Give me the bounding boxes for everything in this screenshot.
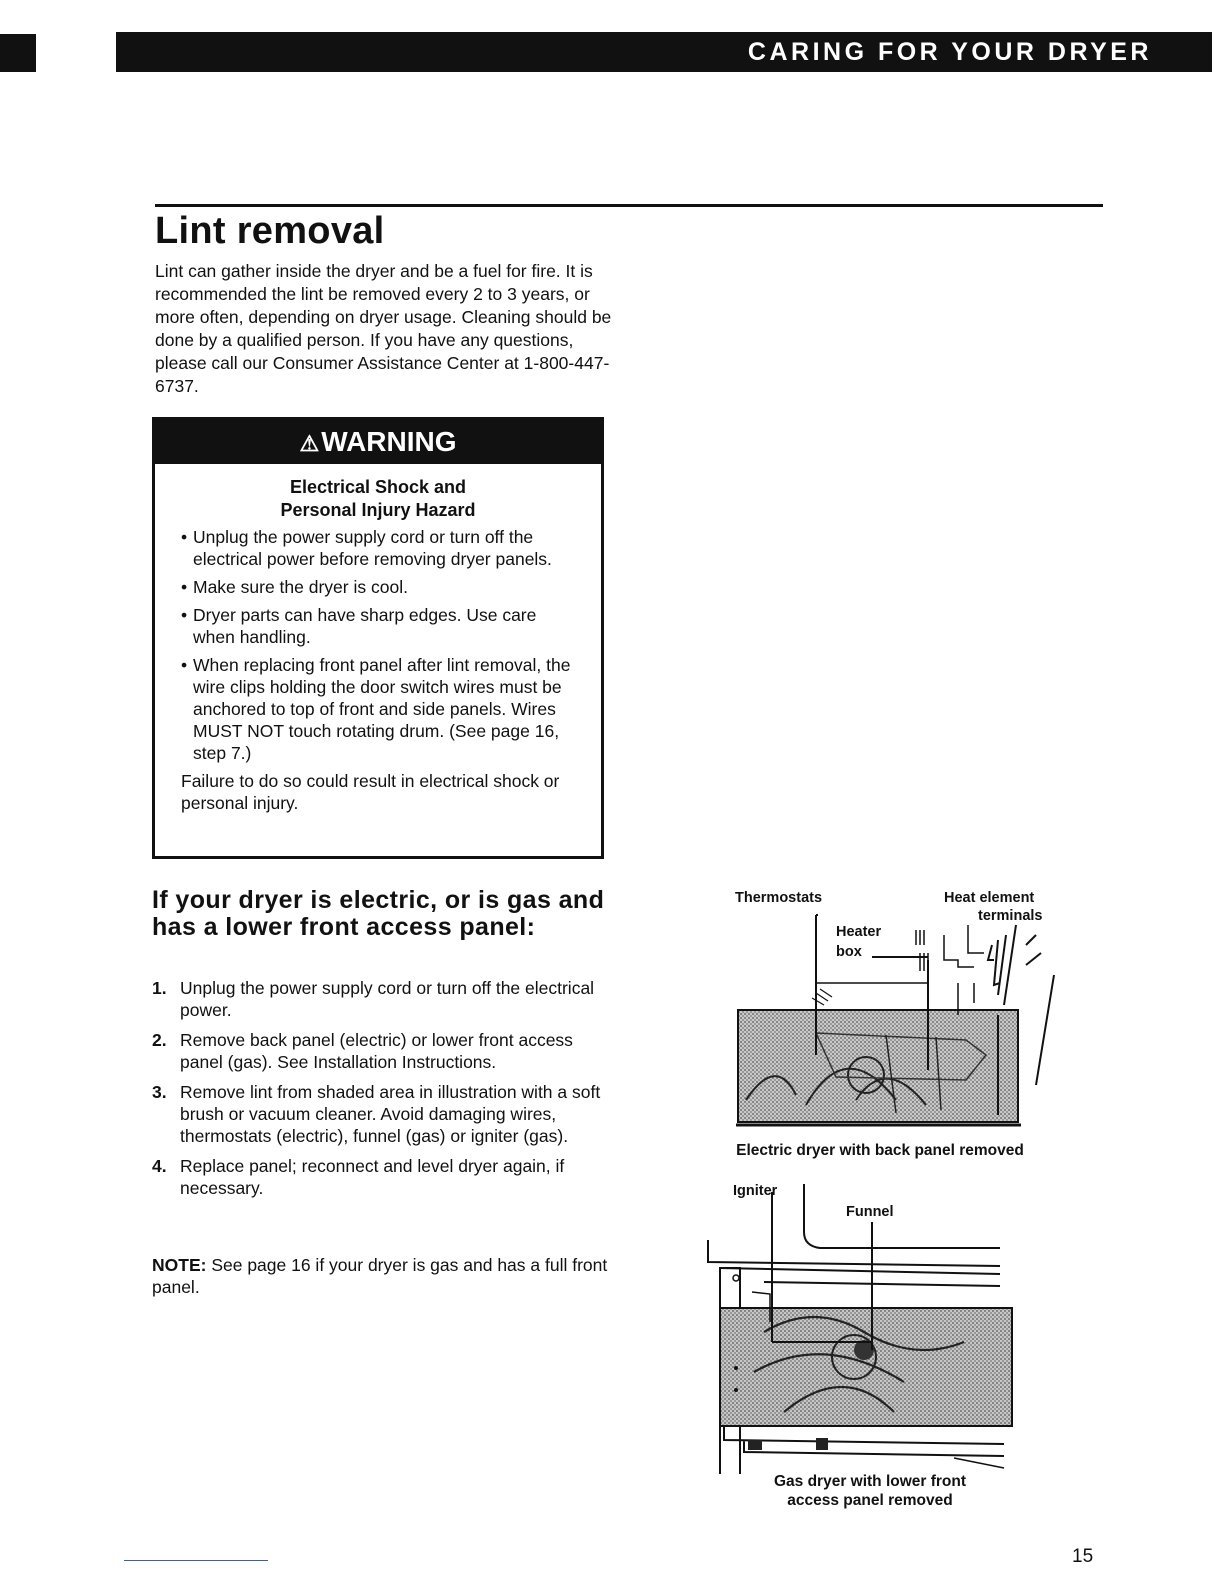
- page-number: 15: [1072, 1546, 1094, 1567]
- page-corner-mark: [0, 34, 36, 72]
- section-header-bar: [116, 32, 1212, 72]
- note-text: See page 16 if your dryer is gas and has a full front panel.: [152, 1255, 608, 1297]
- label-igniter: Igniter: [733, 1183, 778, 1199]
- warning-triangle-icon: ⚠: [299, 431, 320, 456]
- footer-link-line: [124, 1560, 268, 1561]
- warning-bullet: • Make sure the dryer is cool.: [181, 576, 583, 598]
- warning-title: WARNING: [321, 426, 457, 457]
- gas-dryer-illustration: [704, 1182, 1016, 1474]
- gas-caption-line-1: Gas dryer with lower front: [773, 1473, 967, 1490]
- step-number: 4.: [152, 1156, 167, 1176]
- step-text: Unplug the power supply cord or turn off the electrical power.: [180, 978, 595, 1020]
- step-number: 1.: [152, 978, 167, 998]
- label-heater: Heater: [836, 924, 882, 940]
- warning-box: [152, 417, 604, 859]
- hazard-line-2: Personal Injury Hazard: [280, 500, 476, 520]
- procedure-heading: If your dryer is electric, or is gas and has a lower front access panel:: [152, 886, 605, 941]
- step-item: [152, 977, 602, 1021]
- electric-caption: Electric dryer with back panel removed: [736, 1142, 1024, 1159]
- warning-header: [155, 420, 601, 464]
- step-number: 2.: [152, 1030, 167, 1050]
- label-heat-element-terminals: terminals: [978, 908, 1043, 924]
- step-item: [152, 1029, 602, 1073]
- gas-caption-line-2: access panel removed: [787, 1492, 953, 1509]
- gas-caption: [720, 1472, 1020, 1510]
- note-label: NOTE:: [152, 1255, 207, 1275]
- hazard-line-1: Electrical Shock and: [289, 477, 467, 497]
- label-heat-element: Heat element: [944, 890, 1035, 906]
- procedure-note: [152, 1254, 612, 1298]
- label-thermostats: Thermostats: [735, 890, 823, 906]
- section-header-title: CARING FOR YOUR DRYER: [747, 38, 1152, 66]
- procedure-steps: [152, 977, 602, 1207]
- warning-bullet: • Dryer parts can have sharp edges. Use care when handling.: [181, 604, 583, 648]
- page-title: Lint removal: [155, 210, 385, 252]
- title-rule: [155, 204, 1103, 207]
- warning-list: [155, 526, 601, 764]
- step-text: Remove back panel (electric) or lower front access panel (gas). See Installation Instructions.: [180, 1030, 573, 1072]
- step-number: 3.: [152, 1082, 167, 1102]
- warning-failure-text: Failure to do so could result in electrical shock or personal injury.: [181, 771, 560, 813]
- intro-paragraph: Lint can gather inside the dryer and be a fuel for fire. It is recommended the lint be removed every 2 to 3 years, or more often, depending on dryer usage. Cleaning should be done by a qualified person. If you have any questions, please call our Consumer Assistance Center at 1-800-447-6737.: [155, 261, 612, 396]
- label-heater-box: box: [836, 944, 862, 960]
- step-item: [152, 1081, 602, 1147]
- step-item: [152, 1155, 602, 1199]
- warning-bullet: • When replacing front panel after lint removal, the wire clips holding the door switch wires must be anchored to top of front and side panels. Wires MUST NOT touch rotating drum. (See page 16, step 7.): [181, 654, 583, 764]
- step-text: Replace panel; reconnect and level dryer again, if necessary.: [180, 1156, 565, 1198]
- hazard-heading: [155, 476, 601, 522]
- step-text: Remove lint from shaded area in illustration with a soft brush or vacuum cleaner. Avoid damaging wires, thermostats (electric), funnel (gas) or igniter (gas).: [180, 1082, 601, 1146]
- warning-bullet: • Unplug the power supply cord or turn off the electrical power before removing dryer panels.: [181, 526, 583, 570]
- label-funnel: Funnel: [846, 1204, 894, 1220]
- electric-dryer-illustration: [736, 905, 1056, 1130]
